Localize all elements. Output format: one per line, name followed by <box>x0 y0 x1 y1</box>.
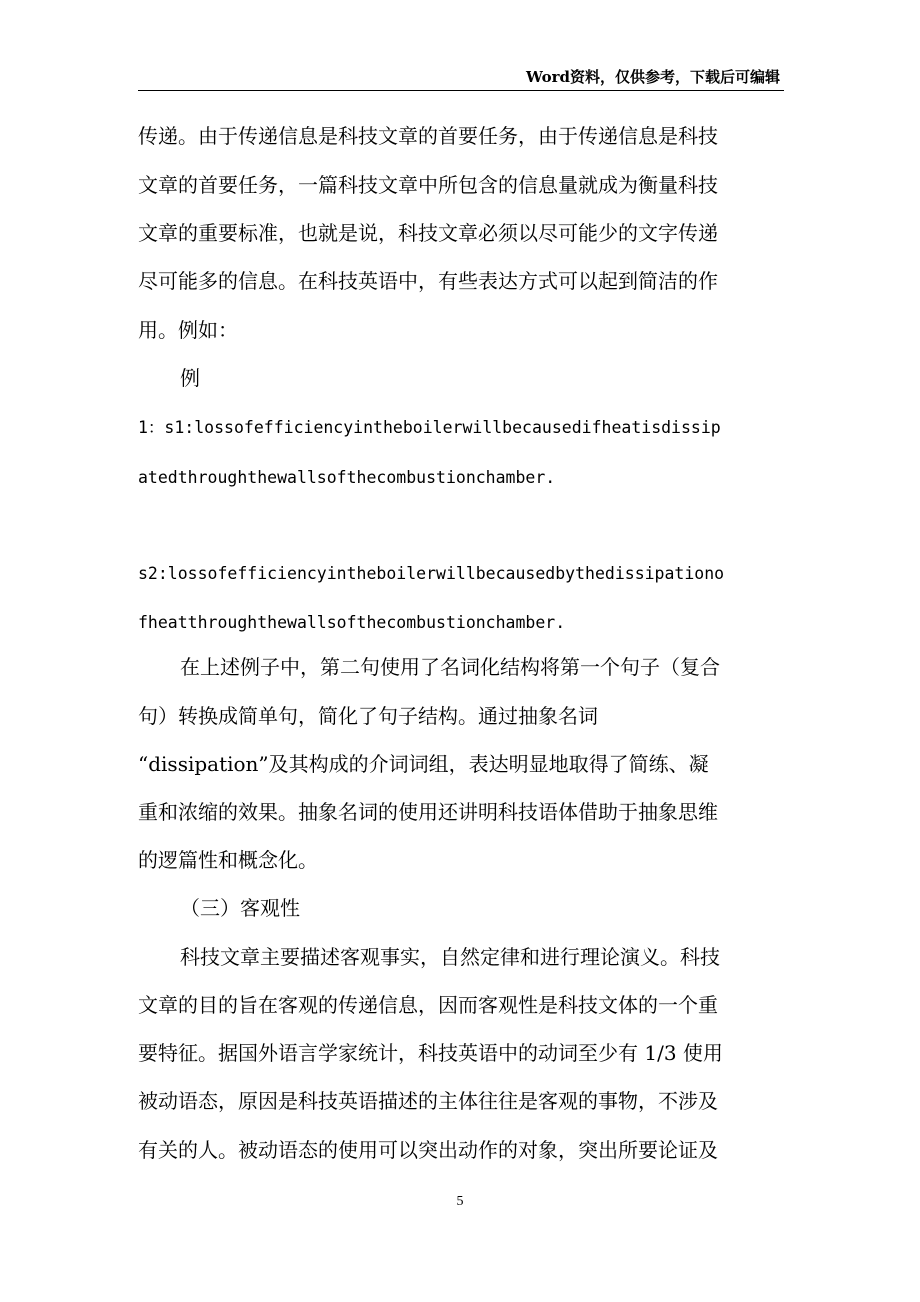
paragraph-line: “dissipation”及其构成的介词词组，表达明显地取得了简练、凝 <box>138 752 709 776</box>
paragraph-line: 被动语态，原因是科技英语描述的主体往往是客观的事物，不涉及 <box>138 1089 718 1113</box>
paragraph-line: 重和浓缩的效果。抽象名词的使用还讲明科技语体借助于抽象思维 <box>138 800 718 824</box>
header-text: Word资料，仅供参考，下载后可编辑 <box>525 68 780 86</box>
example-sentence-line: atedthroughthewallsofthecombustionchamber. <box>138 468 556 487</box>
paragraph-line: 的逻篇性和概念化。 <box>138 848 318 872</box>
example-sentence-line: s2:lossofefficiencyintheboilerwillbecausedbythedissipationo <box>138 564 725 583</box>
paragraph-line: 尽可能多的信息。在科技英语中，有些表达方式可以起到简洁的作 <box>138 269 718 293</box>
document-body <box>138 0 778 1302</box>
paragraph-line: 文章的重要标准，也就是说，科技文章必须以尽可能少的文字传递 <box>138 221 718 245</box>
page-number: 5 <box>456 1194 464 1209</box>
example-sentence-line: 1：s1:lossofefficiencyintheboilerwillbecausedifheatisdissip <box>138 418 721 437</box>
example-sentence-line: fheatthroughthewallsofthecombustionchamber. <box>138 613 566 632</box>
paragraph-line: 用。例如： <box>138 318 238 342</box>
paragraph-line: 句）转换成简单句，简化了句子结构。通过抽象名词 <box>138 704 598 728</box>
paragraph-line: 文章的目的旨在客观的传递信息，因而客观性是科技文体的一个重 <box>138 993 718 1017</box>
paragraph-line: 在上述例子中，第二句使用了名词化结构将第一个句子（复合 <box>180 655 720 679</box>
section-heading: （三）客观性 <box>180 896 300 920</box>
paragraph-line: 要特征。据国外语言学家统计，科技英语中的动词至少有 1/3 使用 <box>138 1041 723 1065</box>
paragraph-line: 科技文章主要描述客观事实，自然定律和进行理论演义。科技 <box>180 945 720 969</box>
paragraph-line: 文章的首要任务，一篇科技文章中所包含的信息量就成为衡量科技 <box>138 173 718 197</box>
example-label: 例 <box>180 366 200 390</box>
paragraph-line: 传递。由于传递信息是科技文章的首要任务，由于传递信息是科技 <box>138 124 718 148</box>
paragraph-line: 有关的人。被动语态的使用可以突出动作的对象，突出所要论证及 <box>138 1138 718 1162</box>
